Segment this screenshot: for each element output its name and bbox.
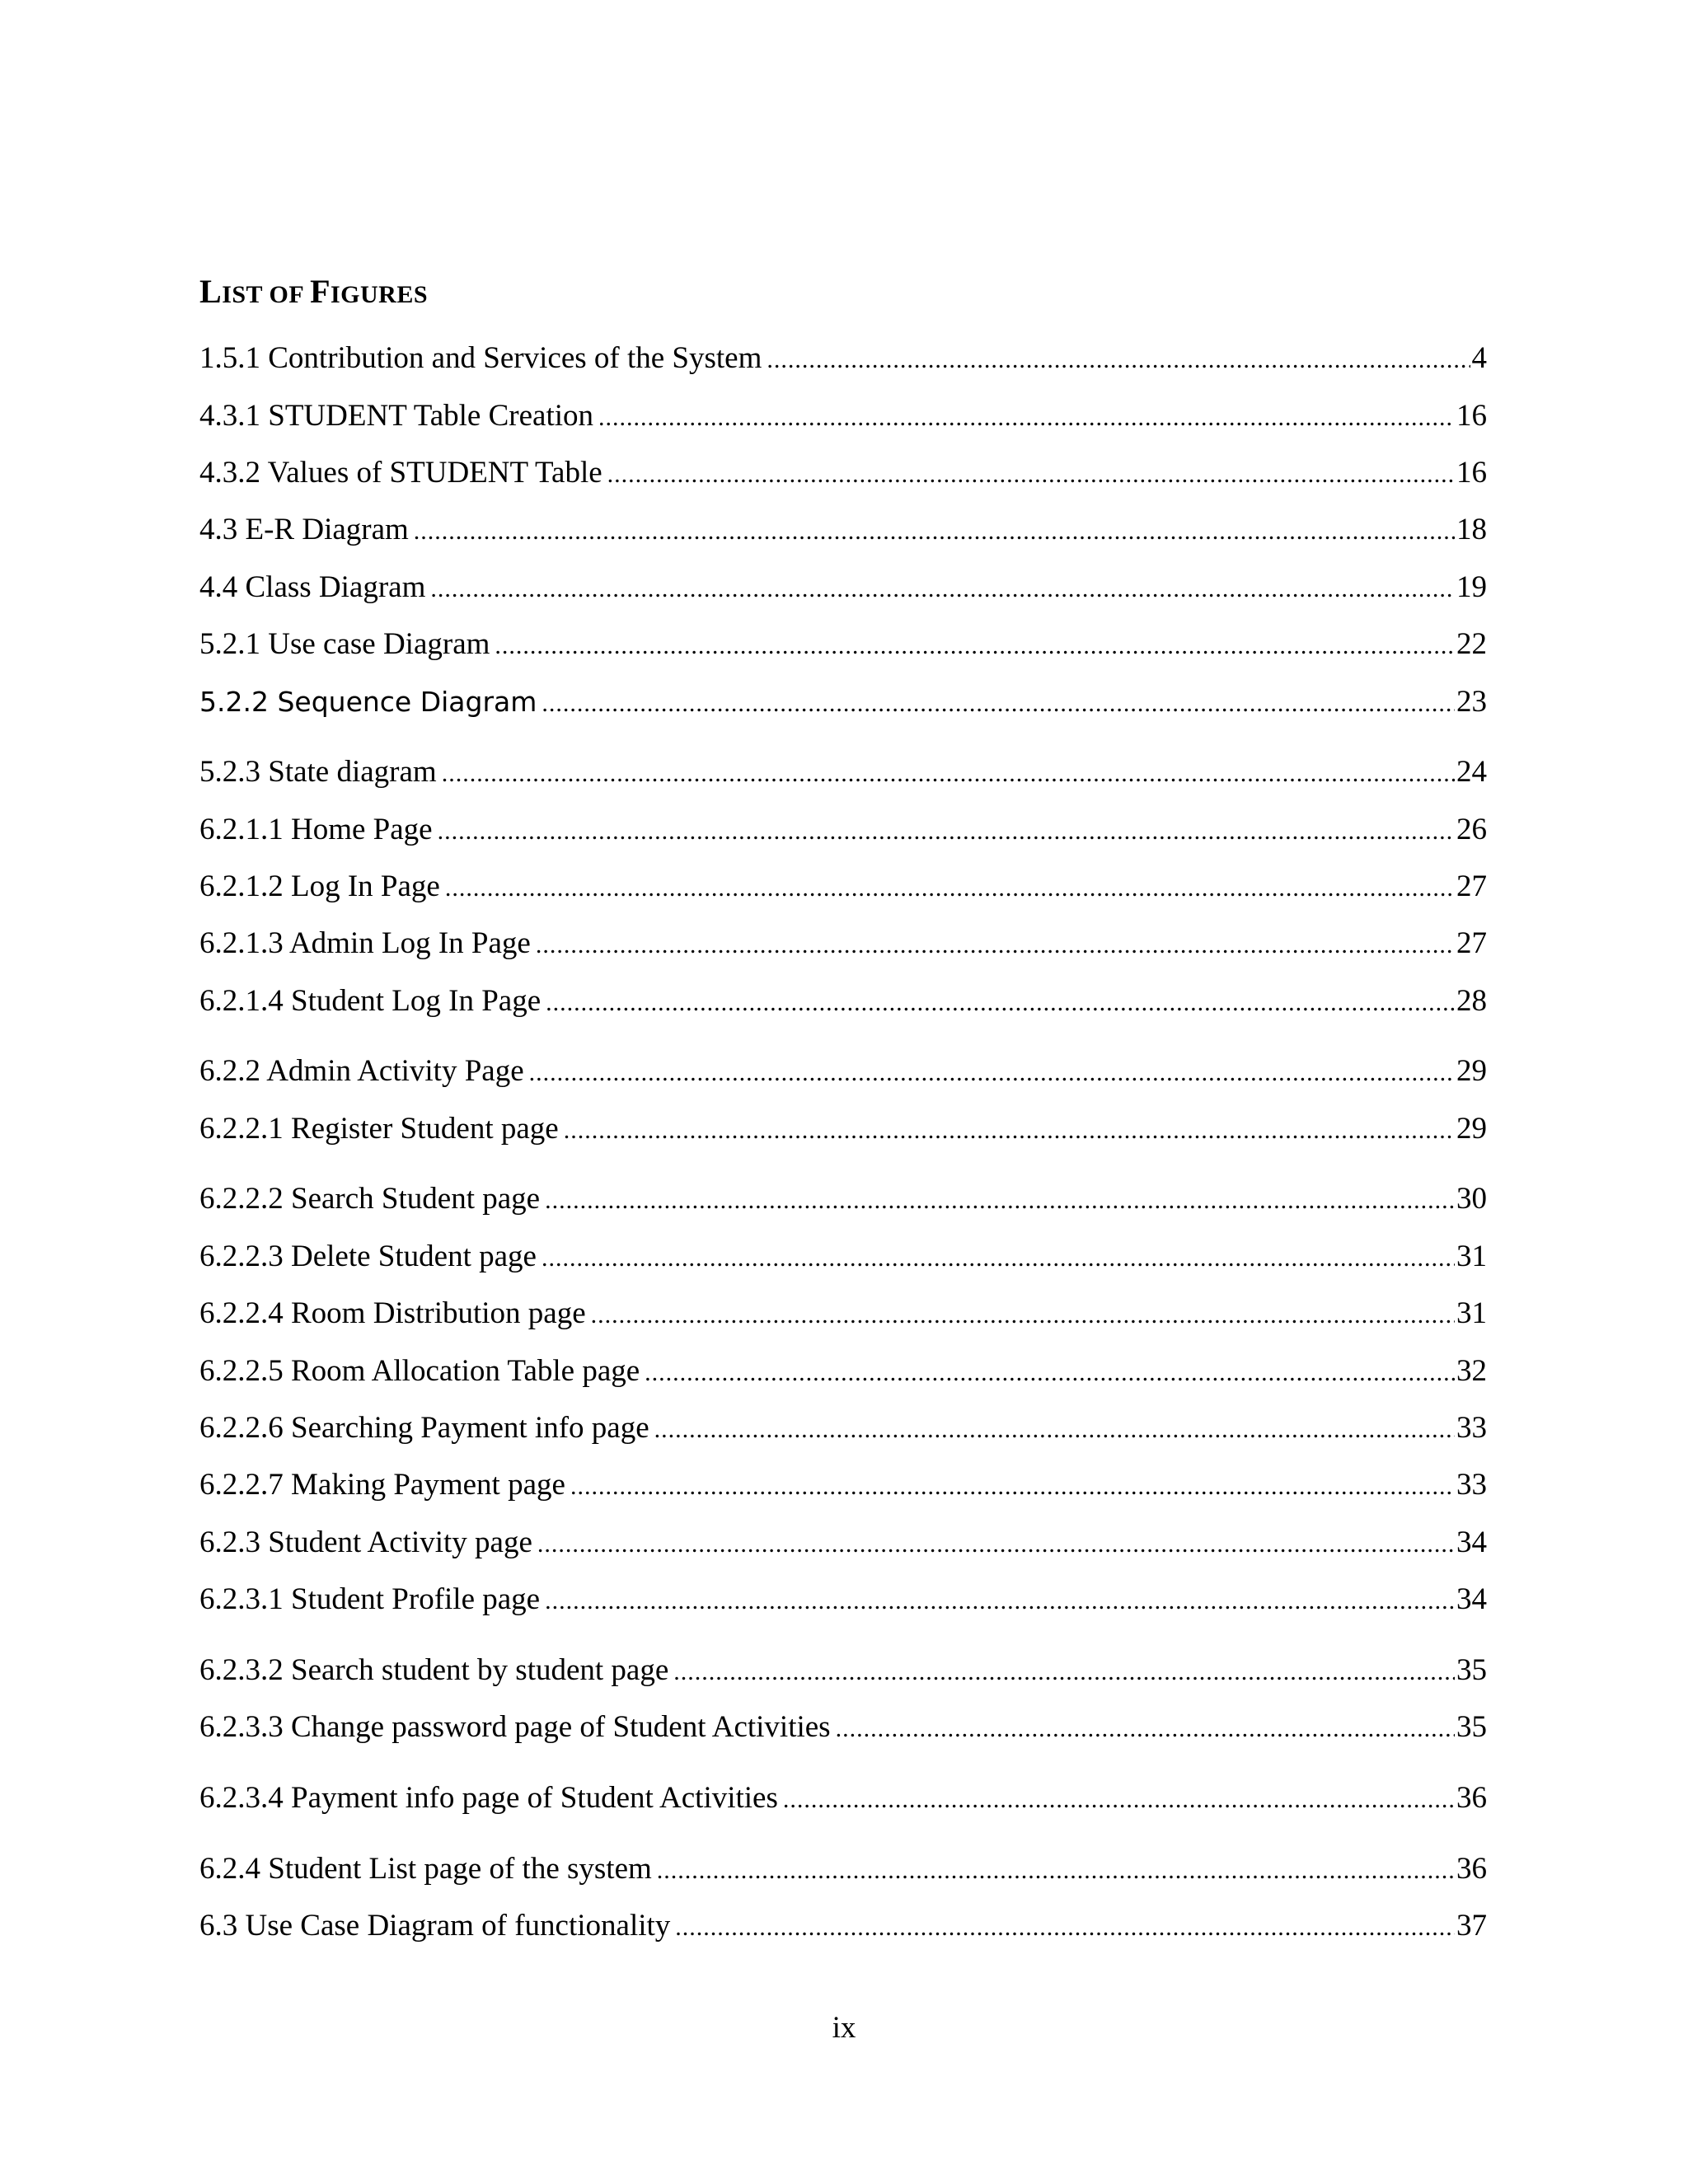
figure-entry-page: 16 xyxy=(1456,456,1487,490)
figure-entry-title: 6.3 Use Case Diagram of functionality xyxy=(199,1909,671,1943)
figure-entry[interactable] xyxy=(199,753,1487,791)
figure-entry-page: 19 xyxy=(1456,570,1487,604)
figure-entry-page: 37 xyxy=(1456,1909,1487,1943)
figure-entry-page: 27 xyxy=(1456,869,1487,903)
figure-entry-title: 6.2.2 Admin Activity Page xyxy=(199,1054,524,1088)
figure-entry[interactable] xyxy=(199,683,1487,721)
figure-entry-page: 31 xyxy=(1456,1240,1487,1273)
figure-entry[interactable] xyxy=(199,1238,1487,1276)
figure-entry[interactable] xyxy=(199,1850,1487,1888)
figure-entry-title: 6.2.3 Student Activity page xyxy=(199,1526,532,1559)
heading-rest-2: IGURES xyxy=(331,281,429,308)
dot-leader xyxy=(445,869,1455,907)
figure-entry-title: 6.2.1.2 Log In Page xyxy=(199,869,440,903)
figure-entry-page: 24 xyxy=(1456,755,1487,789)
figure-entry[interactable] xyxy=(199,1652,1487,1690)
figure-entry-title: 4.3 E-R Diagram xyxy=(199,513,409,546)
figure-entry[interactable] xyxy=(199,397,1487,435)
figure-entry-page: 29 xyxy=(1456,1054,1487,1088)
dot-leader xyxy=(645,1354,1455,1392)
figure-entry[interactable] xyxy=(199,1352,1487,1390)
dot-leader xyxy=(783,1781,1455,1819)
figure-entry[interactable] xyxy=(199,1409,1487,1447)
figure-entry-page: 26 xyxy=(1456,813,1487,846)
figure-entry-page: 29 xyxy=(1456,1112,1487,1146)
dot-leader xyxy=(442,755,1455,793)
figure-entry[interactable] xyxy=(199,1708,1487,1746)
figure-entry-title: 6.2.4 Student List page of the system xyxy=(199,1852,652,1886)
figure-entry-title: 6.2.1.1 Home Page xyxy=(199,813,433,846)
figure-entry[interactable] xyxy=(199,1180,1487,1218)
dot-leader xyxy=(654,1411,1455,1449)
figure-entry-page: 18 xyxy=(1456,513,1487,546)
figure-entry[interactable] xyxy=(199,626,1487,663)
figure-entry[interactable] xyxy=(199,1466,1487,1504)
dot-leader xyxy=(536,926,1455,964)
page-number: ix xyxy=(832,2011,856,2045)
figure-entry-page: 4 xyxy=(1471,341,1487,375)
figure-entry-title: 5.2.3 State diagram xyxy=(199,755,437,789)
dot-leader xyxy=(414,513,1455,551)
figure-entry-title: 6.2.1.3 Admin Log In Page xyxy=(199,926,531,960)
dot-leader xyxy=(570,1468,1455,1506)
figure-entry-page: 33 xyxy=(1456,1468,1487,1502)
figure-entry-page: 22 xyxy=(1456,627,1487,661)
figure-entry[interactable] xyxy=(199,1052,1487,1090)
figure-entry-page: 30 xyxy=(1456,1182,1487,1216)
figure-entry[interactable] xyxy=(199,811,1487,849)
figure-entry-page: 34 xyxy=(1456,1582,1487,1616)
figure-entry-title: 6.2.3.1 Student Profile page xyxy=(199,1582,541,1616)
heading-initial-f: F xyxy=(310,273,331,310)
dot-leader xyxy=(545,1182,1455,1220)
dot-leader xyxy=(542,685,1455,723)
figure-entry-page: 16 xyxy=(1456,399,1487,433)
figure-entry-title: 6.2.3.3 Change password page of Student Activities xyxy=(199,1710,831,1744)
figure-entry[interactable] xyxy=(199,1581,1487,1619)
figure-entry-page: 36 xyxy=(1456,1852,1487,1886)
figure-entry-title: 6.2.2.6 Searching Payment info page xyxy=(199,1411,649,1445)
figure-entry-page: 33 xyxy=(1456,1411,1487,1445)
figure-entry-title: 4.3.2 Values of STUDENT Table xyxy=(199,456,603,490)
figure-entry-title: 4.4 Class Diagram xyxy=(199,570,426,604)
figure-entry-title: 6.2.2.7 Making Payment page xyxy=(199,1468,565,1502)
figure-entry-title: 4.3.1 STUDENT Table Creation xyxy=(199,399,594,433)
figure-entry-page: 35 xyxy=(1456,1710,1487,1744)
figure-entry-title: 6.2.2.3 Delete Student page xyxy=(199,1240,537,1273)
figure-entry[interactable] xyxy=(199,1524,1487,1562)
figure-entry-title: 5.2.1 Use case Diagram xyxy=(199,627,490,661)
figure-entry[interactable] xyxy=(199,925,1487,963)
figure-entry[interactable] xyxy=(199,868,1487,906)
dot-leader xyxy=(546,984,1455,1022)
figure-entry-page: 34 xyxy=(1456,1526,1487,1559)
figure-entry-title: 5.2.2 Sequence Diagram xyxy=(199,686,537,718)
dot-leader xyxy=(657,1852,1455,1890)
dot-leader xyxy=(529,1054,1455,1092)
figure-entry-page: 31 xyxy=(1456,1296,1487,1330)
figure-entry[interactable] xyxy=(199,982,1487,1020)
figure-entry-title: 6.2.2.4 Room Distribution page xyxy=(199,1296,586,1330)
figure-entry[interactable] xyxy=(199,340,1487,377)
dot-leader xyxy=(675,1909,1455,1947)
figure-entry[interactable] xyxy=(199,1295,1487,1333)
figure-entry[interactable] xyxy=(199,511,1487,549)
figure-entry-page: 23 xyxy=(1456,685,1487,719)
dot-leader xyxy=(607,456,1455,494)
heading-initial-l: L xyxy=(199,273,223,310)
dot-leader xyxy=(767,341,1470,379)
dot-leader xyxy=(438,813,1455,851)
figure-entry[interactable] xyxy=(199,454,1487,492)
list-of-figures-heading xyxy=(199,275,428,308)
figure-entry-page: 35 xyxy=(1456,1653,1487,1687)
figure-entry-title: 6.2.3.4 Payment info page of Student Activities xyxy=(199,1781,778,1815)
figure-entry-page: 36 xyxy=(1456,1781,1487,1815)
figure-entry[interactable] xyxy=(199,569,1487,607)
figure-entry[interactable] xyxy=(199,1110,1487,1148)
dot-leader xyxy=(836,1710,1455,1748)
figure-entry-title: 6.2.3.2 Search student by student page xyxy=(199,1653,669,1687)
dot-leader xyxy=(598,399,1455,437)
figure-entry-title: 6.2.2.5 Room Allocation Table page xyxy=(199,1354,640,1388)
figure-entry[interactable] xyxy=(199,1779,1487,1817)
heading-rest-1: IST OF xyxy=(222,281,311,308)
figure-entry-page: 28 xyxy=(1456,984,1487,1018)
figure-entry-page: 32 xyxy=(1456,1354,1487,1388)
figure-entry-title: 6.2.2.1 Register Student page xyxy=(199,1112,559,1146)
figure-entry-page: 27 xyxy=(1456,926,1487,960)
figure-entry-title: 6.2.2.2 Search Student page xyxy=(199,1182,541,1216)
figure-entry-title: 6.2.1.4 Student Log In Page xyxy=(199,984,542,1018)
dot-leader xyxy=(564,1112,1455,1150)
dot-leader xyxy=(591,1296,1455,1334)
dot-leader xyxy=(542,1240,1455,1277)
dot-leader xyxy=(545,1582,1455,1620)
dot-leader xyxy=(495,627,1455,665)
figure-entry-title: 1.5.1 Contribution and Services of the System xyxy=(199,341,762,375)
dot-leader xyxy=(430,570,1455,608)
dot-leader xyxy=(673,1653,1455,1691)
dot-leader xyxy=(537,1526,1455,1563)
figure-entry[interactable] xyxy=(199,1907,1487,1945)
